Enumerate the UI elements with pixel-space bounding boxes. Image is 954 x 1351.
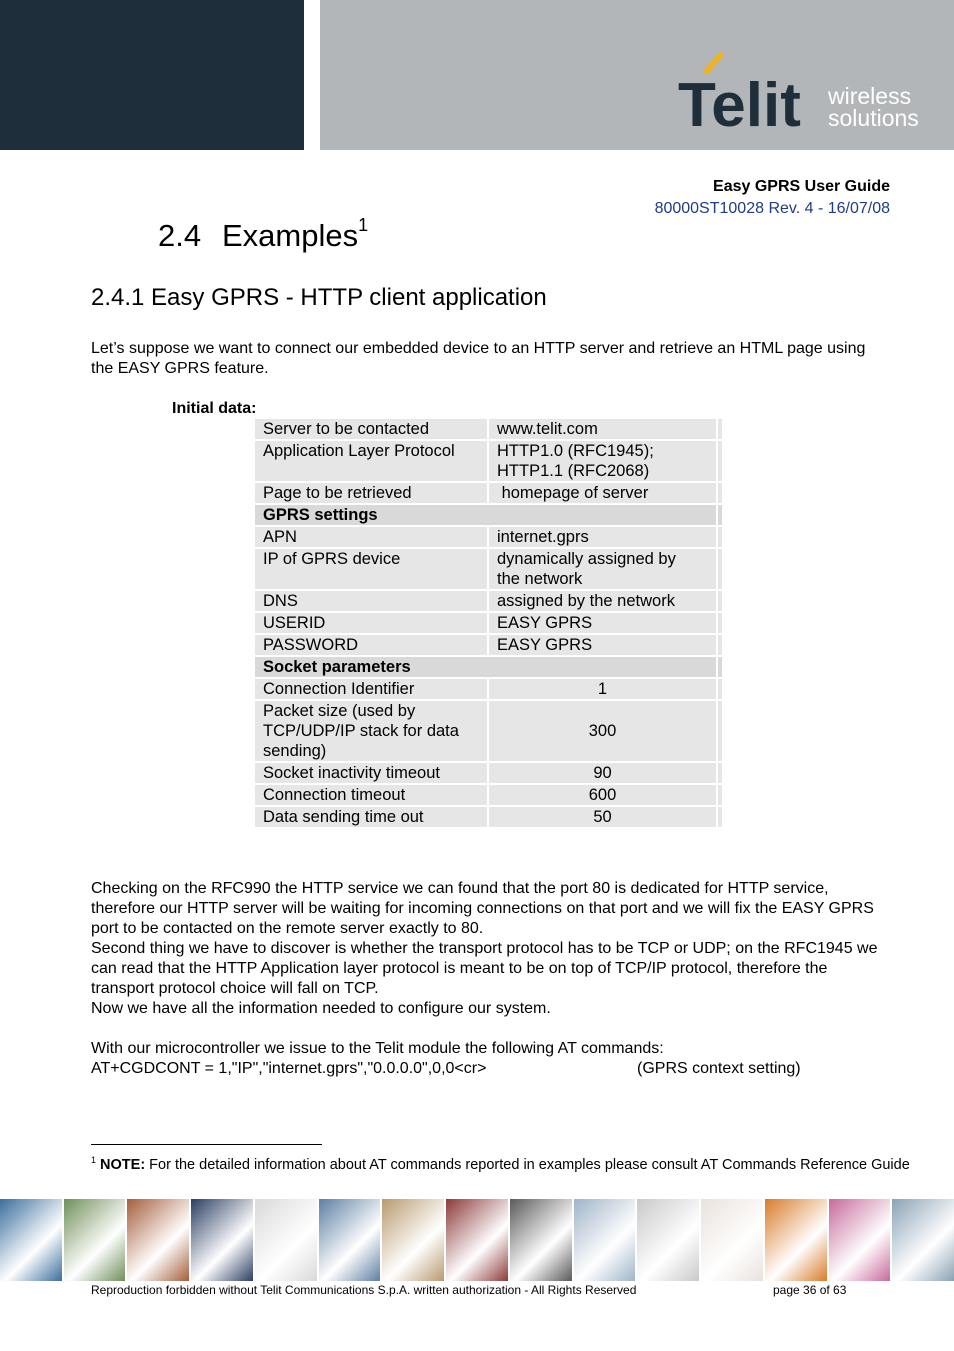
parameter-name xyxy=(255,440,488,482)
document-revision: 80000ST10028 Rev. 4 - 16/07/08 xyxy=(654,200,890,217)
footnote xyxy=(91,1151,911,1174)
parameter-name-line: IP of GPRS device xyxy=(263,550,401,568)
parameter-name-line: Connection timeout xyxy=(263,786,406,804)
parameter-value-line: homepage of server xyxy=(497,484,649,502)
header-dark-panel xyxy=(0,0,304,150)
table-row xyxy=(255,419,723,440)
parameter-name xyxy=(255,678,488,700)
initial-data-label: Initial data: xyxy=(172,400,257,417)
parameter-value xyxy=(488,784,717,806)
table-edge xyxy=(717,526,723,548)
parameter-name-line: sending) xyxy=(263,742,327,760)
parameter-value xyxy=(488,700,717,762)
initial-data-table xyxy=(255,419,724,829)
table-edge xyxy=(717,504,723,526)
strip-photo xyxy=(637,1199,699,1281)
strip-photo xyxy=(510,1199,572,1281)
strip-photo xyxy=(319,1199,381,1281)
parameter-name-line: TCP/UDP/IP stack for data xyxy=(263,722,459,740)
table-row xyxy=(255,678,723,700)
section-heading xyxy=(158,214,369,254)
table-edge xyxy=(717,784,723,806)
parameter-value xyxy=(488,590,717,612)
parameter-name-line: DNS xyxy=(263,592,298,610)
parameter-name-line: PASSWORD xyxy=(263,636,359,654)
parameter-name xyxy=(255,590,488,612)
command-note: (GPRS context setting) xyxy=(637,1060,801,1077)
parameter-name-line: Socket inactivity timeout xyxy=(263,764,440,782)
parameter-value-line: 90 xyxy=(593,764,612,782)
section-label: Socket parameters xyxy=(255,656,717,678)
parameter-name xyxy=(255,762,488,784)
section-number: 2.4 xyxy=(158,218,202,253)
table-row xyxy=(255,784,723,806)
table-edge xyxy=(717,419,723,440)
footnote-number: 1 xyxy=(91,1155,97,1165)
table-edge xyxy=(717,762,723,784)
parameter-value-line: 300 xyxy=(588,722,617,740)
parameter-name xyxy=(255,784,488,806)
table-row xyxy=(255,590,723,612)
parameter-value xyxy=(488,440,717,482)
strip-photo xyxy=(829,1199,891,1281)
parameter-name xyxy=(255,806,488,828)
parameter-name-line: Server to be contacted xyxy=(263,420,430,438)
table-edge xyxy=(717,634,723,656)
parameter-name xyxy=(255,548,488,590)
table-edge xyxy=(717,656,723,678)
parameter-value-line: dynamically assigned by xyxy=(497,550,676,568)
svg-text:wireless: wireless xyxy=(828,83,912,109)
parameter-name-line: Data sending time out xyxy=(263,808,424,826)
strip-photo xyxy=(127,1199,189,1281)
table-edge xyxy=(717,700,723,762)
parameter-value xyxy=(488,762,717,784)
parameter-name xyxy=(255,419,488,440)
parameter-value xyxy=(488,634,717,656)
table-row xyxy=(255,700,723,762)
at-command: AT+CGDCONT = 1,"IP","internet.gprs","0.0.0.0",0,0<cr> xyxy=(91,1060,487,1077)
paragraph-protocol: Second thing we have to discover is whether the transport protocol has to be TCP or UDP; on the RFC1945 we can read that the HTTP Application layer protocol is meant to be on top of TCP/IP protocol, therefore the transport protocol choice will fall on TCP. xyxy=(91,940,878,997)
strip-photo xyxy=(892,1199,954,1281)
strip-photo xyxy=(255,1199,317,1281)
footnote-separator xyxy=(91,1144,322,1145)
section-label: GPRS settings xyxy=(255,504,717,526)
parameter-value xyxy=(488,419,717,440)
paragraph-port: Checking on the RFC990 the HTTP service we can found that the port 80 is dedicated for HTTP service, therefore our HTTP server will be waiting for incoming connections on that port and we will fix the EASY GPRS port to be contacted on the remote server exactly to 80. xyxy=(91,880,874,937)
parameter-value-line: internet.gprs xyxy=(497,528,589,546)
body-text xyxy=(91,879,891,1079)
table-edge xyxy=(717,482,723,504)
table-row xyxy=(255,806,723,828)
parameter-value xyxy=(488,806,717,828)
parameter-name-line: Page to be retrieved xyxy=(263,484,412,502)
intro-paragraph: Let’s suppose we want to connect our embedded device to an HTTP server and retrieve an HTML page using the EASY GPRS feature. xyxy=(91,340,866,377)
parameter-name-line: APN xyxy=(263,528,297,546)
footnote-ref: 1 xyxy=(358,214,369,235)
parameter-value-line: 50 xyxy=(593,808,612,826)
table-row xyxy=(255,548,723,590)
table-edge xyxy=(717,548,723,590)
strip-photo xyxy=(446,1199,508,1281)
strip-photo xyxy=(574,1199,636,1281)
table-row xyxy=(255,762,723,784)
parameter-value xyxy=(488,548,717,590)
parameter-value-line: HTTP1.1 (RFC2068) xyxy=(497,462,650,480)
parameter-value-line: EASY GPRS xyxy=(497,636,593,654)
svg-text:solutions: solutions xyxy=(828,105,919,131)
parameter-value-line: assigned by the network xyxy=(497,592,675,610)
parameter-name-line: Application Layer Protocol xyxy=(263,442,455,460)
parameter-name xyxy=(255,634,488,656)
parameter-name-line: Connection Identifier xyxy=(263,680,415,698)
table-edge xyxy=(717,678,723,700)
table-section-row xyxy=(255,504,723,526)
footnote-note-label: NOTE: xyxy=(100,1156,146,1173)
strip-photo xyxy=(765,1199,827,1281)
table-row xyxy=(255,482,723,504)
parameter-name xyxy=(255,612,488,634)
parameter-value-line: HTTP1.0 (RFC1945); xyxy=(497,442,654,460)
subsection-heading: 2.4.1 Easy GPRS - HTTP client application xyxy=(91,284,547,311)
strip-photo xyxy=(64,1199,126,1281)
strip-photo xyxy=(0,1199,62,1281)
parameter-name xyxy=(255,526,488,548)
strip-photo xyxy=(191,1199,253,1281)
photo-strip xyxy=(0,1199,954,1281)
parameter-value xyxy=(488,526,717,548)
paragraph-commands: With our microcontroller we issue to the Telit module the following AT commands: xyxy=(91,1040,664,1057)
parameter-name-line: USERID xyxy=(263,614,326,632)
section-title: Examples xyxy=(222,218,359,253)
table-row xyxy=(255,634,723,656)
table-edge xyxy=(717,440,723,482)
document-title: Easy GPRS User Guide xyxy=(713,178,890,195)
parameter-value-line: 1 xyxy=(597,680,608,698)
footer-page-number: page 36 of 63 xyxy=(773,1283,847,1297)
table-section-row xyxy=(255,656,723,678)
footnote-text: For the detailed information about AT commands reported in examples please consult AT Commands Reference Guide xyxy=(145,1156,910,1173)
strip-photo xyxy=(382,1199,444,1281)
table-row xyxy=(255,526,723,548)
parameter-value-line: EASY GPRS xyxy=(497,614,593,632)
parameter-value-line: www.telit.com xyxy=(497,420,598,438)
footer-copyright: Reproduction forbidden without Telit Communications S.p.A. written authorization - All Rights Reserved xyxy=(91,1283,637,1297)
table-row xyxy=(255,612,723,634)
paragraph-ready: Now we have all the information needed to configure our system. xyxy=(91,1000,551,1017)
parameter-value xyxy=(488,612,717,634)
parameter-name xyxy=(255,700,488,762)
parameter-value xyxy=(488,678,717,700)
table-edge xyxy=(717,590,723,612)
parameter-name xyxy=(255,482,488,504)
parameter-value-line: 600 xyxy=(588,786,617,804)
table-row xyxy=(255,440,723,482)
command-line xyxy=(91,1059,891,1079)
telit-logo xyxy=(676,48,936,138)
table-edge xyxy=(717,806,723,828)
parameter-value-line: the network xyxy=(497,570,583,588)
svg-text:Telit: Telit xyxy=(678,71,801,138)
strip-photo xyxy=(701,1199,763,1281)
table-edge xyxy=(717,612,723,634)
parameter-value xyxy=(488,482,717,504)
parameter-name-line: Packet size (used by xyxy=(263,702,416,720)
